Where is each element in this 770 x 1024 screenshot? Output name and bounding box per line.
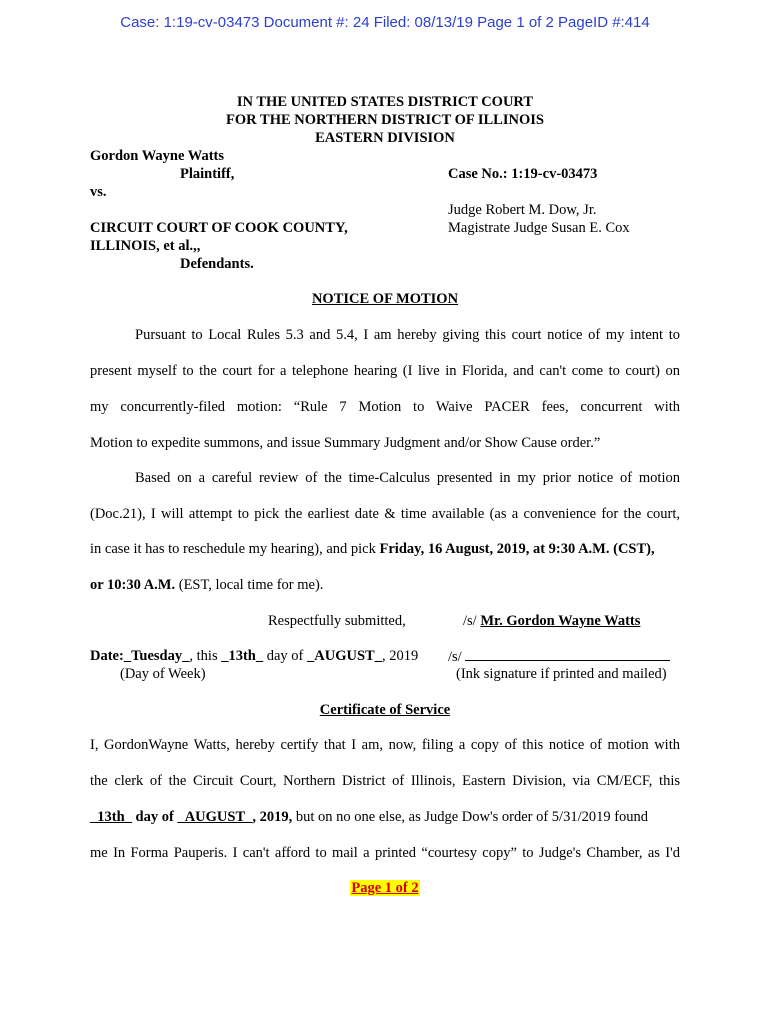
court-filing-stamp: Case: 1:19-cv-03473 Document #: 24 Filed: 08/13/19 Page 1 of 2 PageID #:414: [120, 14, 650, 31]
hearing-time-bold: or 10:30 A.M.: [90, 577, 176, 593]
cert-line3: [90, 809, 680, 826]
p1-line1: Pursuant to Local Rules 5.3 and 5.4, I am hereby giving this court notice of my intent to: [135, 327, 680, 343]
comma-this: , this: [189, 648, 222, 664]
court-name-line1: IN THE UNITED STATES DISTRICT COURT: [236, 94, 534, 110]
page-number: Page 1 of 2: [351, 880, 419, 896]
cert-line3-rest: but on no one else, as Judge Dow's order of 5/31/2019 found: [292, 809, 649, 825]
judge-name: Judge Robert M. Dow, Jr.: [448, 202, 597, 218]
magistrate-name: Magistrate Judge Susan E. Cox: [448, 220, 630, 236]
month-value: _AUGUST_: [307, 648, 382, 664]
signer-name: Mr. Gordon Wayne Watts: [480, 613, 641, 629]
p2-line2: (Doc.21), I will attempt to pick the earliest date & time available (as a convenience for the court,: [90, 506, 680, 522]
year: , 2019: [381, 648, 419, 664]
court-name-line2: FOR THE NORTHERN DISTRICT OF ILLINOIS: [226, 112, 544, 128]
date-label: Date:: [90, 648, 124, 664]
signature-blank: [465, 648, 670, 661]
day-of: day of: [263, 648, 308, 664]
cert-day-of: day of: [131, 809, 178, 825]
p2-line4-plain: (EST, local time for me).: [175, 577, 324, 593]
p2-line3-plain: in case it has to reschedule my hearing), and pick: [90, 541, 380, 557]
date-line: [90, 648, 418, 665]
day-of-week-hint: (Day of Week): [120, 666, 206, 682]
ink-sig-prefix: /s/: [448, 649, 466, 665]
cert-line2: the clerk of the Circuit Court, Northern District of Illinois, Eastern Division, via CM/ECF, this: [90, 773, 680, 789]
versus: vs.: [90, 184, 107, 200]
plaintiff-role: Plaintiff,: [180, 166, 235, 182]
p1-line2: present myself to the court for a telephone hearing (I live in Florida, and can't come to court) on: [90, 363, 680, 379]
defendant-role: Defendants.: [180, 256, 254, 272]
plaintiff-name: Gordon Wayne Watts: [90, 148, 225, 164]
cert-line4: me In Forma Pauperis. I can't afford to mail a printed “courtesy copy” to Judge's Chamber, as I'd: [90, 845, 680, 861]
respectfully-submitted: Respectfully submitted,: [268, 613, 406, 629]
document-title: NOTICE OF MOTION: [311, 291, 459, 307]
date-value: _13th_: [221, 648, 264, 664]
p2-line1: Based on a careful review of the time-Calculus presented in my prior notice of motion: [135, 470, 680, 486]
p1-line3: my concurrently-filed motion: “Rule 7 Motion to Waive PACER fees, concurrent with: [90, 399, 680, 415]
cert-month: _AUGUST_: [177, 809, 253, 825]
p1-line4: Motion to expedite summons, and issue Summary Judgment and/or Show Cause order.”: [90, 435, 601, 451]
p2-line4: [90, 577, 680, 594]
court-name-line3: EASTERN DIVISION: [315, 130, 455, 146]
cert-line1: I, GordonWayne Watts, hereby certify that I am, now, filing a copy of this notice of motion with: [90, 737, 680, 753]
ink-signature-hint: (Ink signature if printed and mailed): [456, 666, 667, 682]
p2-line3: [90, 541, 680, 558]
day-of-week-value: _Tuesday_: [123, 648, 190, 664]
ink-signature-line: [448, 648, 670, 666]
cert-year: , 2019,: [252, 809, 293, 825]
defendant-line2: ILLINOIS, et al.,,: [90, 238, 201, 254]
signer-line: [463, 613, 640, 630]
sig-prefix: /s/: [463, 613, 481, 629]
defendant-line1: CIRCUIT COURT OF COOK COUNTY,: [90, 220, 348, 236]
hearing-date-bold: Friday, 16 August, 2019, at 9:30 A.M. (CST),: [379, 541, 655, 557]
page-footer: [0, 880, 770, 897]
cert-date: _13th_: [90, 809, 132, 825]
case-number: Case No.: 1:19-cv-03473: [448, 166, 598, 182]
certificate-title: Certificate of Service: [319, 702, 451, 718]
